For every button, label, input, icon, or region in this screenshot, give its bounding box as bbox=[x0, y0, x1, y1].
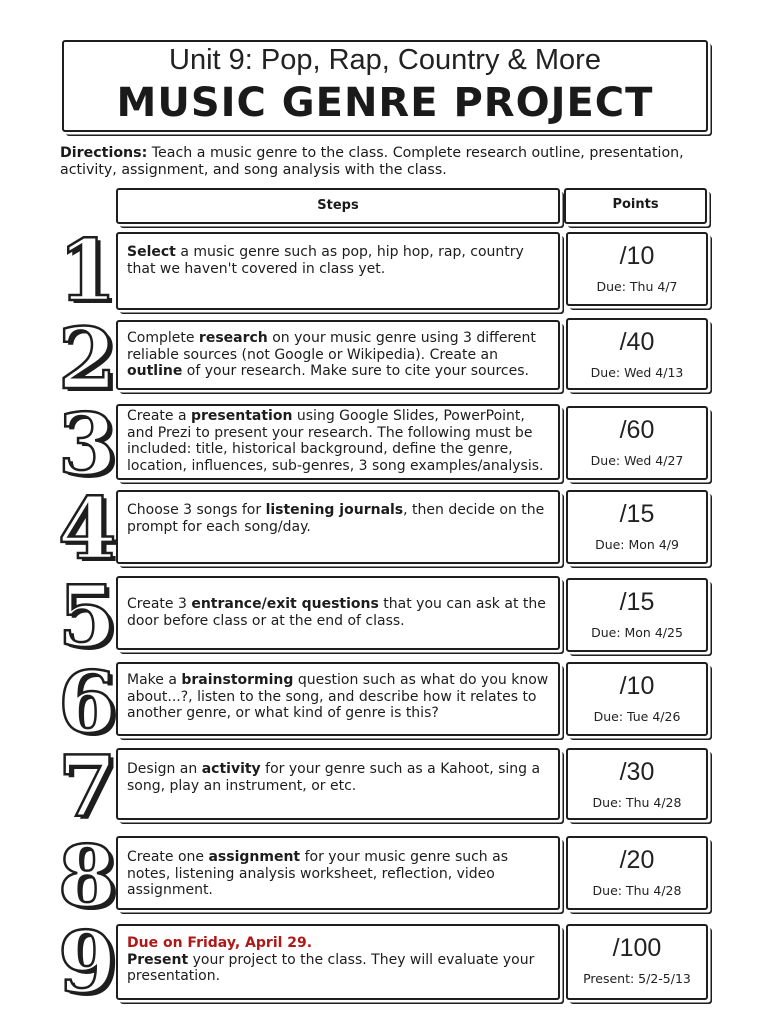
due-date: Present: 5/2-5/13 bbox=[583, 971, 691, 986]
points-value: /30 bbox=[619, 758, 655, 786]
step-keyword: assignment bbox=[208, 849, 301, 865]
page-title: MUSIC GENRE PROJECT bbox=[116, 80, 654, 126]
points-box-4 bbox=[566, 490, 708, 564]
step-keyword: Present bbox=[127, 951, 189, 968]
step-box-1 bbox=[116, 232, 560, 310]
step-text-segment: that you can ask at the door before class or at the end of class. bbox=[127, 596, 546, 629]
step-text-segment: Make a bbox=[127, 672, 182, 688]
step-text-segment: , then decide on the prompt for each song/day. bbox=[127, 502, 545, 535]
step-description bbox=[127, 502, 552, 535]
step-keyword: listening journals bbox=[265, 502, 404, 518]
step-keyword: presentation bbox=[191, 408, 293, 424]
points-box-6 bbox=[566, 662, 708, 736]
step-text-segment: Design an bbox=[127, 761, 202, 777]
step-box-8 bbox=[116, 836, 560, 910]
points-value: /60 bbox=[619, 416, 655, 444]
step-keyword: research bbox=[198, 330, 268, 346]
step-text-segment: Complete bbox=[127, 330, 199, 346]
step-box-2 bbox=[116, 320, 560, 390]
due-date: Due: Mon 4/9 bbox=[595, 537, 679, 552]
step-box-6 bbox=[116, 662, 560, 736]
step-text-segment: Create one bbox=[127, 849, 209, 865]
step-number-3: 3 bbox=[58, 395, 117, 494]
step-number-5: 5 bbox=[58, 567, 117, 666]
points-box-1 bbox=[566, 232, 708, 306]
step-description bbox=[127, 408, 552, 474]
step-number-6: 6 bbox=[58, 653, 117, 752]
due-notice: Due on Friday, April 29. bbox=[127, 935, 313, 951]
step-description bbox=[127, 330, 552, 380]
due-date: Due: Wed 4/13 bbox=[590, 365, 684, 380]
points-header-label: Points bbox=[612, 197, 659, 212]
points-box-5 bbox=[566, 578, 708, 652]
step-text-segment: for your music genre such as notes, listening analysis worksheet, reflection, video assignment. bbox=[127, 849, 509, 898]
due-date: Due: Thu 4/28 bbox=[592, 795, 682, 810]
step-keyword: Select bbox=[127, 244, 176, 260]
step-text-segment: Create a bbox=[127, 408, 191, 424]
step-keyword: entrance/exit questions bbox=[191, 596, 379, 612]
step-description bbox=[127, 761, 552, 794]
step-number-7: 7 bbox=[58, 737, 117, 836]
step-box-5 bbox=[116, 576, 560, 650]
step-text-segment: using Google Slides, PowerPoint, and Prezi to present your research. The following must be included: title, historical background, define the genre, location, influences, sub-genres, 3 song examples/analysis. bbox=[127, 408, 544, 474]
due-date: Due: Thu 4/7 bbox=[596, 279, 678, 294]
step-description bbox=[127, 672, 552, 722]
step-keyword: outline bbox=[127, 363, 183, 379]
due-date: Due: Thu 4/28 bbox=[592, 883, 682, 898]
step-text-segment: on your music genre using 3 different reliable sources (not Google or Wikipedia). Create an bbox=[127, 330, 536, 363]
step-description bbox=[127, 596, 552, 629]
points-value: /10 bbox=[619, 242, 655, 270]
due-date: Due: Tue 4/26 bbox=[593, 709, 681, 724]
step-number-8: 8 bbox=[58, 827, 117, 926]
points-value: /10 bbox=[619, 672, 655, 700]
step-text-segment: question such as what do you know about...?, listen to the song, and describe how it relates to another genre, or what kind of genre is this? bbox=[127, 672, 549, 721]
page-subtitle: Unit 9: Pop, Rap, Country & More bbox=[169, 44, 601, 76]
points-header bbox=[564, 188, 707, 224]
step-description bbox=[127, 935, 552, 985]
due-date: Due: Wed 4/27 bbox=[590, 453, 684, 468]
step-keyword: activity bbox=[201, 761, 261, 777]
points-value: /15 bbox=[619, 588, 655, 616]
points-box-3 bbox=[566, 406, 708, 480]
step-text-segment: your project to the class. They will evaluate your presentation. bbox=[127, 951, 535, 984]
points-value: /15 bbox=[619, 500, 655, 528]
step-box-7 bbox=[116, 748, 560, 820]
points-value: /40 bbox=[619, 328, 655, 356]
points-box-8 bbox=[566, 836, 708, 910]
step-box-3 bbox=[116, 404, 560, 480]
step-box-4 bbox=[116, 490, 560, 564]
steps-header-label: Steps bbox=[317, 198, 359, 213]
step-number-2: 2 bbox=[58, 309, 117, 408]
steps-header bbox=[116, 188, 560, 224]
points-box-7 bbox=[566, 748, 708, 820]
step-box-9 bbox=[116, 924, 560, 1000]
step-text-segment: Create 3 bbox=[127, 596, 192, 612]
step-number-1: 1 bbox=[58, 221, 117, 320]
directions-label: Directions: bbox=[60, 145, 148, 161]
points-value: /100 bbox=[612, 934, 662, 962]
directions-text: Teach a music genre to the class. Complete research outline, presentation, activity, assignment, and song analysis with the class. bbox=[60, 145, 684, 178]
due-date: Due: Mon 4/25 bbox=[591, 625, 683, 640]
step-text-segment: Choose 3 songs for bbox=[127, 502, 266, 518]
step-number-9: 9 bbox=[58, 913, 117, 1012]
step-number-4: 4 bbox=[58, 479, 117, 578]
points-box-2 bbox=[566, 318, 708, 390]
step-text-segment: a music genre such as pop, hip hop, rap, country that we haven't covered in class yet. bbox=[127, 244, 524, 277]
step-text-segment: for your genre such as a Kahoot, sing a song, play an instrument, or etc. bbox=[127, 761, 541, 794]
step-text-segment: of your research. Make sure to cite your sources. bbox=[182, 363, 529, 379]
points-value: /20 bbox=[619, 846, 655, 874]
directions bbox=[60, 145, 710, 179]
step-keyword: brainstorming bbox=[181, 672, 294, 688]
title-box bbox=[62, 40, 708, 132]
step-description bbox=[127, 849, 552, 899]
step-description bbox=[127, 244, 552, 277]
points-box-9 bbox=[566, 924, 708, 1000]
